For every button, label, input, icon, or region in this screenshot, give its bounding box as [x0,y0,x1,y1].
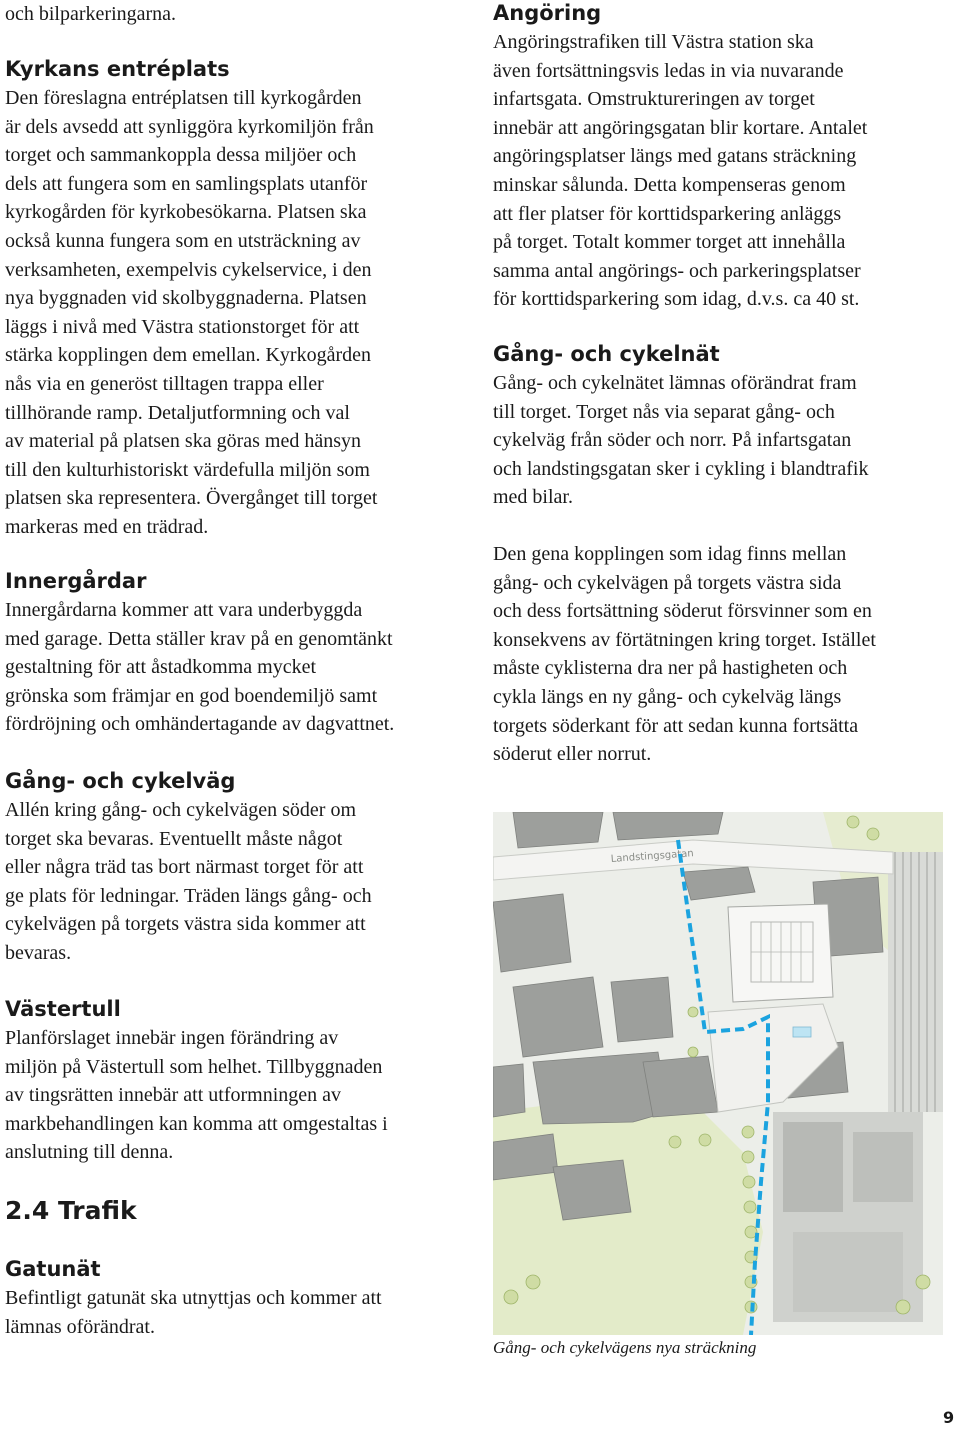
text-line: angöringsplatser längs med gatans sträckning [493,145,857,168]
text-line: dels att fungera som en samlingsplats utanför [5,172,368,195]
text-line: också kunna fungera som en utsträckning av [5,229,361,252]
text-line: Angöringstrafiken till Västra station ska [493,31,814,53]
heading-kyrkans-entreplats: Kyrkans entréplats [5,57,230,81]
text-line: kyrkogården för kyrkobesökarna. Platsen ska [5,201,367,224]
text-line: tillhörande ramp. Detaljutformning och val [5,401,350,424]
text-line: samma antal angörings- och parkeringsplatser [493,259,861,282]
text-line: av material på platsen ska göras med hänsyn [5,430,361,453]
text-line: Allén kring gång- och cykelvägen söder om [5,799,357,821]
text-line: grönska som främjar en god boendemiljö samt [5,684,378,707]
gang-cykelvag-paragraph [5,796,372,968]
text-line: läggs i nivå med Västra stationstorget för att [5,315,360,338]
text-line: anslutning till denna. [5,1141,174,1164]
text-line: verksamheten, exempelvis cykelservice, i den [5,258,372,281]
text-line: för korttidsparkering som idag, d.v.s. ca 40 st. [493,288,860,311]
text-line: fördröjning och omhändertagande av dagvattnet. [5,713,395,736]
courtyard-block [773,1112,923,1322]
text-line: och landstingsgatan sker i cykling i blandtrafik [493,457,869,480]
map-caption: Gång- och cykelvägens nya sträckning [493,1338,757,1357]
site-plan-map [493,812,943,1335]
text-line: måste cyklisterna dra ner på hastigheten och [493,657,848,680]
text-line: att fler platser för korttidsparkering anläggs [493,202,842,225]
text-line: till den kulturhistoriskt värdefulla miljön som [5,458,370,481]
text-line: infartsgata. Omstruktureringen av torget [493,88,815,111]
text-line: ge plats för ledningar. Träden längs gång- och [5,884,372,907]
water-feature [793,1027,811,1037]
text-line: Den gena kopplingen som idag finns mellan [493,543,847,565]
text-line: nås via en generöst tilltagen trappa eller [5,372,324,395]
text-line: Den föreslagna entréplatsen till kyrkogården [5,87,362,109]
text-line: även fortsättningsvis ledas in via nuvarande [493,59,844,82]
text-line: torget och sammankoppla dessa miljöer och [5,144,357,167]
text-line: med bilar. [493,486,573,509]
text-line: lämnas oförändrat. [5,1315,155,1338]
text-line: gång- och cykelvägen på torgets västra sida [493,571,842,594]
text-line: Gång- och cykelnätet lämnas oförändrat fram [493,372,857,394]
text-line: bevaras. [5,941,72,964]
text-line: Befintligt gatunät ska utnyttjas och kommer att [5,1287,382,1309]
text-line: torgets söderkant för att sedan kunna fortsätta [493,714,859,737]
text-line: markbehandlingen kan komma att omgestaltas i [5,1112,388,1135]
heading-angoring: Angöring [493,1,602,25]
text-line: innebär att angöringsgatan blir kortare. Antalet [493,116,868,139]
parking-lot [728,904,833,1002]
text-line: markeras med en trädrad. [5,515,209,538]
innergardar-paragraph [5,596,394,739]
text-line: och dess fortsättning söderut försvinner som en [493,600,872,623]
text-line: minskar sålunda. Detta kompenseras genom [493,173,846,196]
text-line: på torget. Totalt kommer torget att innehålla [493,231,846,254]
page-number: 9 [943,1408,955,1427]
text-line: Innergårdarna kommer att vara underbyggda [5,599,363,621]
text-line: nya byggnaden vid skolbyggnaderna. Platsen [5,287,367,310]
text-line: med garage. Detta ställer krav på en genomtänkt [5,627,393,650]
heading-innergardar: Innergårdar [5,569,147,593]
gatunat-paragraph [5,1284,382,1341]
text-line: cykelväg från söder och norr. På infartsgatan [493,429,852,452]
text-line: miljön på Västertull som helhet. Tillbyggnaden [5,1055,383,1078]
text-line: gestaltning för att åstadkomma mycket [5,656,317,679]
kyrkans-paragraph [5,84,377,542]
heading-vastertull: Västertull [5,997,121,1021]
intro-tail-text: och bilparkeringarna. [5,3,177,25]
gang-cykelnat-paragraph [493,369,868,512]
text-line: platsen ska representera. Övergånget till torget [5,487,378,510]
text-line: Planförslaget innebär ingen förändring av [5,1027,339,1049]
site-plan-svg [493,812,943,1335]
text-line: eller några träd tas bort närmast torget för att [5,856,364,879]
text-line: stärka kopplingen dem emellan. Kyrkogården [5,344,371,367]
railway-tracks [888,852,943,1112]
text-line: torget ska bevaras. Eventuellt måste något [5,827,343,850]
text-line: är dels avsedd att synliggöra kyrkomiljön från [5,115,374,138]
green-area [493,1097,763,1335]
gang-cykelnat-paragraph-2 [493,540,876,769]
heading-gang-och-cykelnat: Gång- och cykelnät [493,342,720,366]
text-line: konsekvens av förtätningen kring torget. Istället [493,628,876,651]
angoring-paragraph [493,28,867,314]
heading-gatunat: Gatunät [5,1257,101,1281]
text-line: söderut eller norrut. [493,743,652,766]
street-label: Landstingsgatan [610,848,695,865]
heading-gang-och-cykelvag: Gång- och cykelväg [5,769,236,793]
text-line: cykla längs en ny gång- och cykelväg längs [493,685,842,708]
vastertull-paragraph [5,1024,388,1167]
heading-trafik: 2.4 Trafik [5,1196,137,1225]
text-line: till torget. Torget nås via separat gång- och [493,400,835,423]
text-line: av tingsrätten innebär att utformningen av [5,1084,342,1107]
text-line: cykelvägen på torgets västra sida kommer att [5,913,366,936]
